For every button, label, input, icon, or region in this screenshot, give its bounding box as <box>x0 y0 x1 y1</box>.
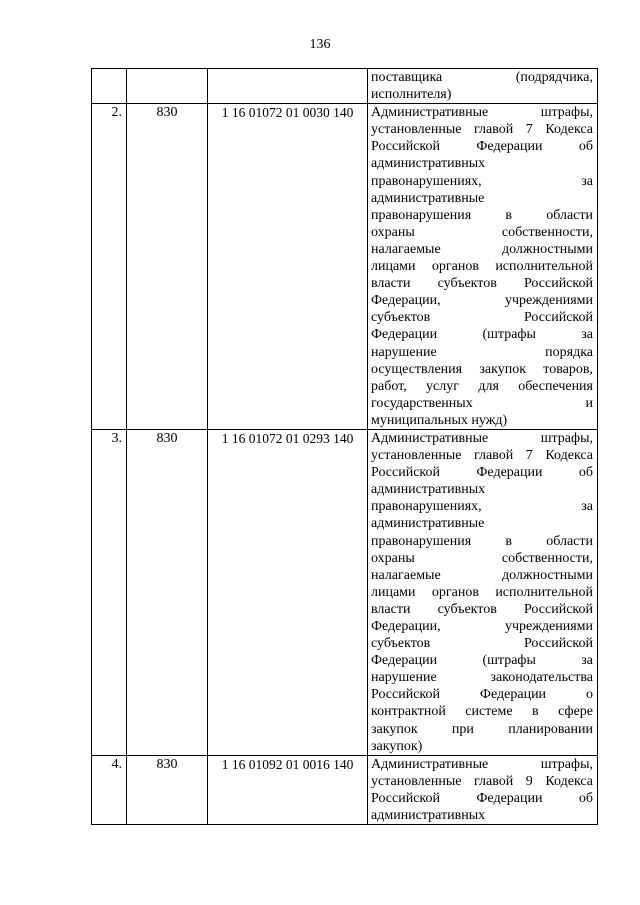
description-line: правонарушениях, за <box>371 499 593 515</box>
description-line: административных <box>371 156 486 172</box>
description-line: Административные штрафы, <box>371 105 593 121</box>
description-line: охраны собственности, <box>371 550 593 566</box>
admin-code-cell: 830 <box>127 429 208 755</box>
description-line: административные <box>371 190 485 206</box>
description-cell <box>368 429 598 755</box>
row-number-cell: 2. <box>92 104 127 430</box>
table-row <box>92 755 598 824</box>
description-line: охраны собственности, <box>371 224 593 240</box>
description-line: Федерации (штрафы за <box>371 653 593 669</box>
description-line: власти субъектов Российской <box>371 601 593 617</box>
description-line: Российской Федерации об <box>371 139 593 155</box>
admin-code-cell <box>127 69 208 104</box>
description-line: налагаемые должностными <box>371 567 593 583</box>
row-number-cell: 3. <box>92 429 127 755</box>
description-line: правонарушениях, за <box>371 173 593 189</box>
description-line: установленные главой 9 Кодекса <box>371 773 593 789</box>
kbk-code-cell <box>208 69 368 104</box>
budget-codes-table <box>91 68 598 825</box>
description-line: налагаемые должностными <box>371 241 593 257</box>
admin-code-cell: 830 <box>127 755 208 824</box>
admin-code-cell: 830 <box>127 104 208 430</box>
kbk-code-cell: 1 16 01092 01 0016 140 <box>208 755 368 824</box>
description-line: власти субъектов Российской <box>371 276 593 292</box>
description-cell <box>368 104 598 430</box>
description-line: поставщика (подрядчика, <box>371 70 593 85</box>
table-row <box>92 69 598 104</box>
description-line: контрактной системе в сфере <box>371 704 593 720</box>
table-row <box>92 429 598 755</box>
description-line: Административные штрафы, <box>371 756 593 772</box>
description-line: субъектов Российской <box>371 310 593 326</box>
description-line: административные <box>371 516 485 532</box>
description-line: осуществления закупок товаров, <box>371 361 593 377</box>
description-line: Административные штрафы, <box>371 430 593 446</box>
description-line: Федерации, учреждениями <box>371 293 593 309</box>
row-number-cell <box>92 69 127 104</box>
description-line: административных <box>371 808 486 824</box>
description-line: административных <box>371 482 486 498</box>
description-cell <box>368 69 598 104</box>
row-number-cell: 4. <box>92 755 127 824</box>
description-cell <box>368 755 598 824</box>
kbk-code-cell: 1 16 01072 01 0030 140 <box>208 104 368 430</box>
page-number: 136 <box>309 37 331 52</box>
description-line: лицами органов исполнительной <box>371 584 593 600</box>
description-line: субъектов Российской <box>371 636 593 652</box>
description-line: Российской Федерации об <box>371 465 593 481</box>
description-line: установленные главой 7 Кодекса <box>371 448 593 464</box>
description-line: исполнителя) <box>371 87 452 103</box>
description-line: Российской Федерации об <box>371 790 593 806</box>
description-line: Российской Федерации о <box>371 687 593 703</box>
table-body <box>92 69 598 825</box>
description-line: лицами органов исполнительной <box>371 259 593 275</box>
description-line: Федерации, учреждениями <box>371 619 593 634</box>
description-line: закупок при планировании <box>371 721 593 737</box>
description-line: Федерации (штрафы за <box>371 327 593 343</box>
description-line: правонарушения в области <box>371 207 593 223</box>
description-line: правонарушения в области <box>371 533 593 549</box>
description-line: нарушение законодательства <box>371 670 593 686</box>
description-line: установленные главой 7 Кодекса <box>371 122 593 138</box>
description-line: нарушение порядка <box>371 344 593 360</box>
table-row <box>92 104 598 430</box>
description-line: муниципальных нужд) <box>371 412 508 428</box>
description-line: закупок) <box>371 738 423 754</box>
kbk-code-cell: 1 16 01072 01 0293 140 <box>208 429 368 755</box>
description-line: государственных и <box>371 395 593 411</box>
description-line: работ, услуг для обеспечения <box>371 378 593 394</box>
